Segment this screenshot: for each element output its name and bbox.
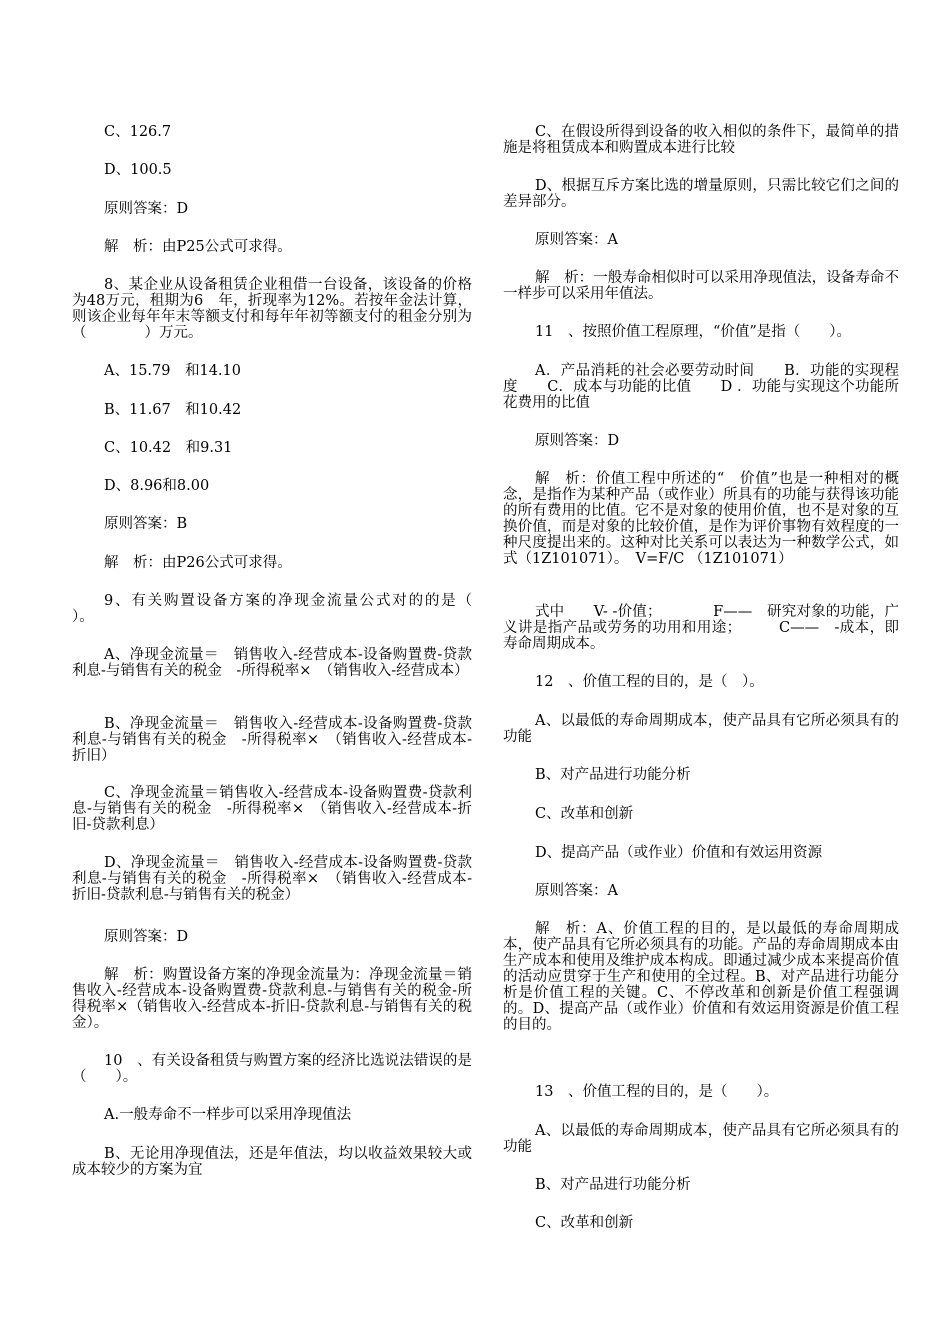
analysis-text: 解 析：一般寿命相似时可以采用净现值法，设备寿命不一样步可以采用年值法。 <box>503 270 899 302</box>
option-d: D、根据互斥方案比选的增量原则，只需比较它们之间的差异部分。 <box>503 178 899 210</box>
standard-answer: 原则答案：D <box>535 433 620 449</box>
option-a: A、15.79 和14.10 <box>104 363 241 379</box>
option-c: C、10.42 和9.31 <box>104 440 233 456</box>
option-c: C、改革和创新 <box>535 806 634 822</box>
option-c-126-7: C、126.7 <box>104 124 172 140</box>
standard-answer: 原则答案：D <box>104 201 189 217</box>
option-d: D、提高产品（或作业）价值和有效运用资源 <box>535 845 823 861</box>
option-a: A.一般寿命不一样步可以采用净现值法 <box>104 1107 352 1123</box>
standard-answer: 原则答案：D <box>104 929 189 945</box>
question-9: 9、有关购置设备方案的净现金流量公式对的的是（ ）。 <box>72 593 501 625</box>
option-a: A、以最低的寿命周期成本，使产品具有它所必须具有的功能 <box>503 713 899 745</box>
formula-explanation: 式中 V- -价值； F—— 研究对象的功能，广义讲是指产品或劳务的功用和用途； C—— -成本，即寿命周期成本。 <box>503 604 899 652</box>
question-10: 10 、有关设备租赁与购置方案的经济比选说法错误的是（ ）。 <box>72 1053 472 1085</box>
option-b: B、净现金流量＝ 销售收入-经营成本-设备购置费-贷款利息-与销售有关的税金 -所得税率× （销售收入-经营成本-折旧） <box>72 716 472 764</box>
option-c: C、净现金流量＝销售收入-经营成本-设备购置费-贷款利息-与销售有关的税金 -所得税率× （销售收入-经营成本-折旧-贷款利息） <box>72 785 472 833</box>
option-d: D、净现金流量＝ 销售收入-经营成本-设备购置费-贷款利息-与销售有关的税金 -所得税率× （销售收入-经营成本-折旧-贷款利息-与销售有关的税金） <box>72 855 472 903</box>
option-b: B、对产品进行功能分析 <box>535 1177 691 1193</box>
question-12: 12 、价值工程的目的，是（ ）。 <box>535 674 764 690</box>
option-a: A、净现金流量＝ 销售收入-经营成本-设备购置费-贷款利息-与销售有关的税金 -所得税率× （销售收入-经营成本） <box>72 647 472 679</box>
standard-answer: 原则答案：A <box>535 232 618 248</box>
option-b: B、无论用净现值法，还是年值法，均以收益效果较大或成本较少的方案为宜 <box>72 1146 472 1178</box>
option-d-100-5: D、100.5 <box>104 162 172 178</box>
option-c: C、改革和创新 <box>535 1215 634 1231</box>
analysis-text: 解 析：A、价值工程的目的，是以最低的寿命周期成本，使产品具有它所必须具有的功能。产品的寿命周期成本由生产成本和使用及维护成本构成。即通过减少成本来提高价值的活动应贯穿于生产和使用的全过程。B、对产品进行功能分析是价值工程的关键。C、不停改革和创新是价值工程强调的。D、提高产品（或作业）价值和有效运用资源是价值工程的目的。 <box>503 921 899 1033</box>
option-b: B、11.67 和10.42 <box>104 402 242 418</box>
standard-answer: 原则答案：A <box>535 883 618 899</box>
standard-answer: 原则答案：B <box>104 516 188 532</box>
option-b: B、对产品进行功能分析 <box>535 767 691 783</box>
analysis-text: 解 析：购置设备方案的净现金流量为：净现金流量＝销售收入-经营成本-设备购置费-贷款利息-与销售有关的税金-所得税率×（销售收入-经营成本-折旧-贷款利息-与销售有关的税金）。 <box>72 967 472 1031</box>
option-a: A、以最低的寿命周期成本，使产品具有它所必须具有的功能 <box>503 1123 899 1155</box>
question-13: 13 、价值工程的目的，是（ ）。 <box>535 1084 779 1100</box>
option-d: D、8.96和8.00 <box>104 478 210 494</box>
analysis-text: 解 析：由P25公式可求得。 <box>104 239 292 255</box>
analysis-text: 解 析：由P26公式可求得。 <box>104 555 292 571</box>
question-8: 8、某企业从设备租赁企业租借一台设备，该设备的价格为48万元，租期为6 年，折现率为12%。若按年金法计算，则该企业每年年末等额支付和每年年初等额支付的租金分别为（ ）万元。 <box>72 277 472 341</box>
option-c: C、在假设所得到设备的收入相似的条件下，最简单的措施是将租赁成本和购置成本进行比较 <box>503 124 899 156</box>
options-a-d: A．产品消耗的社会必要劳动时间 B．功能的实现程度 C．成本与功能的比值 D ．功能与实现这个功能所花费用的比值 <box>503 363 899 411</box>
analysis-text: 解 析：价值工程中所述的“ 价值”也是一种相对的概念，是指作为某种产品（或作业）所具有的功能与获得该功能的所有费用的比值。它不是对象的使用价值，也不是对象的互换价值，而是对象的比较价值，是作为评价事物有效程度的一种尺度提出来的。这种对比关系可以表达为一种数学公式，如式（1Z101071）。 V=F/C （1Z101071） <box>503 471 899 567</box>
question-11: 11 、按照价值工程原理，“价值”是指（ ）。 <box>535 324 852 340</box>
